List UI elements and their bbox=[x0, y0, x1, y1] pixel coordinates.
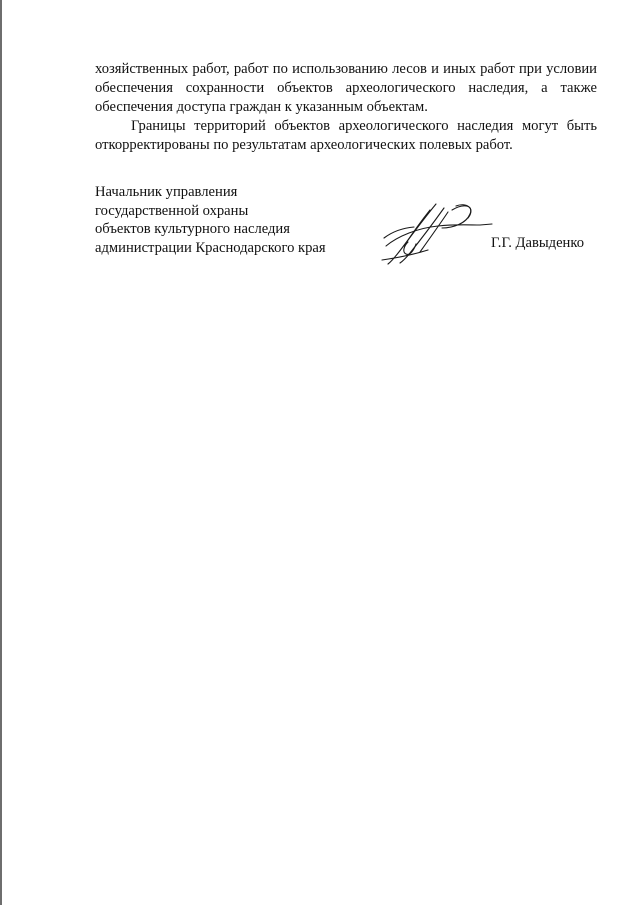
paragraph-boundaries: Границы территорий объектов археологического наследия могут быть откорректированы по результатам археологических полевых работ. bbox=[95, 118, 597, 153]
signatory-title-line: государственной охраны bbox=[95, 202, 249, 219]
page-edge-line bbox=[0, 0, 2, 905]
body-text bbox=[95, 60, 597, 155]
signatory-title-line: объектов культурного наследия bbox=[95, 221, 290, 237]
signatory-title-line: Начальник управления bbox=[95, 184, 238, 200]
paragraph-continuation: хозяйственных работ, работ по использованию лесов и иных работ при условии обеспечения сохранности объектов археологического наследия, а также обеспечения доступа граждан к указанным объектам. bbox=[95, 61, 597, 115]
signatory-title-line: администрации Краснодарского края bbox=[95, 239, 326, 256]
handwritten-signature bbox=[378, 198, 496, 266]
signer-name: Г.Г. Давыденко bbox=[491, 235, 585, 251]
signatory-title bbox=[95, 183, 355, 257]
